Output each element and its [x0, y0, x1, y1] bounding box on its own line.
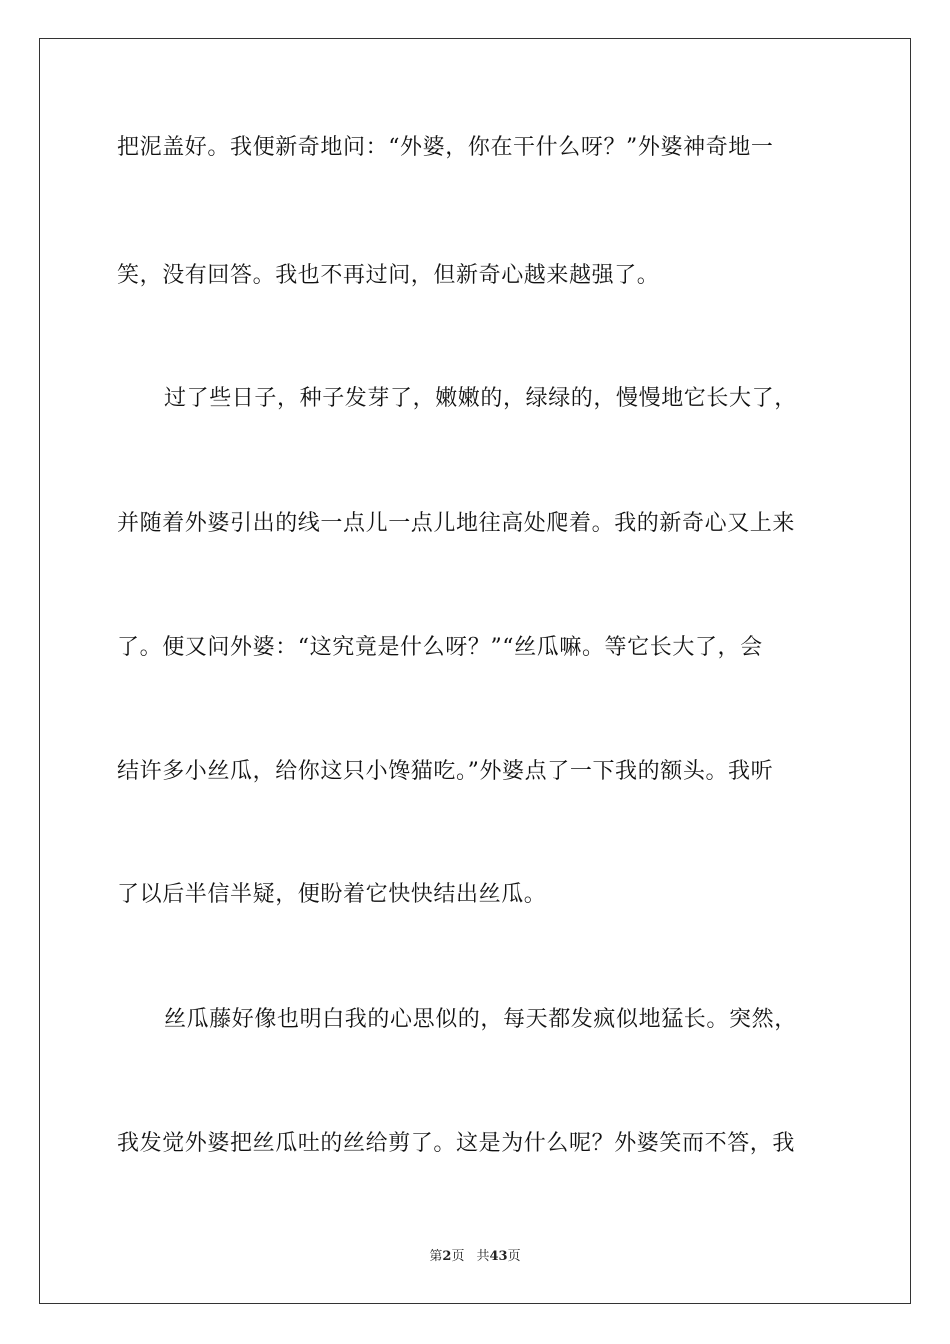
text-line-1: 把泥盖好。我便新奇地问：“外婆，你在干什么呀？”外婆神奇地一 — [117, 135, 774, 160]
total-suffix: 页 — [507, 1249, 521, 1264]
text-line-9: 我发觉外婆把丝瓜吐的丝给剪了。这是为什么呢？外婆笑而不答，我 — [117, 1131, 796, 1156]
total-pages: 43 — [489, 1249, 508, 1264]
text-line-4: 并随着外婆引出的线一点儿一点儿地往高处爬着。我的新奇心又上来 — [117, 511, 796, 536]
total-prefix: 共 — [476, 1249, 490, 1264]
page-frame — [39, 38, 911, 1304]
text-line-6: 结许多小丝瓜，给你这只小馋猫吃。”外婆点了一下我的额头。我听 — [117, 759, 774, 784]
page-footer — [0, 1248, 950, 1266]
text-line-8: 丝瓜藤好像也明白我的心思似的，每天都发疯似地猛长。突然， — [164, 1007, 797, 1032]
text-line-7: 了以后半信半疑，便盼着它快快结出丝瓜。 — [117, 882, 547, 907]
page-prefix: 第 — [429, 1249, 443, 1264]
text-line-5: 了。便又问外婆：“这究竟是什么呀？”“丝瓜嘛。等它长大了，会 — [117, 635, 763, 660]
text-line-3: 过了些日子，种子发芽了，嫩嫩的，绿绿的，慢慢地它长大了， — [164, 386, 797, 411]
text-line-2: 笑，没有回答。我也不再过问，但新奇心越来越强了。 — [117, 263, 660, 288]
page-number: 2 — [442, 1249, 452, 1264]
page-suffix: 页 — [451, 1249, 465, 1264]
